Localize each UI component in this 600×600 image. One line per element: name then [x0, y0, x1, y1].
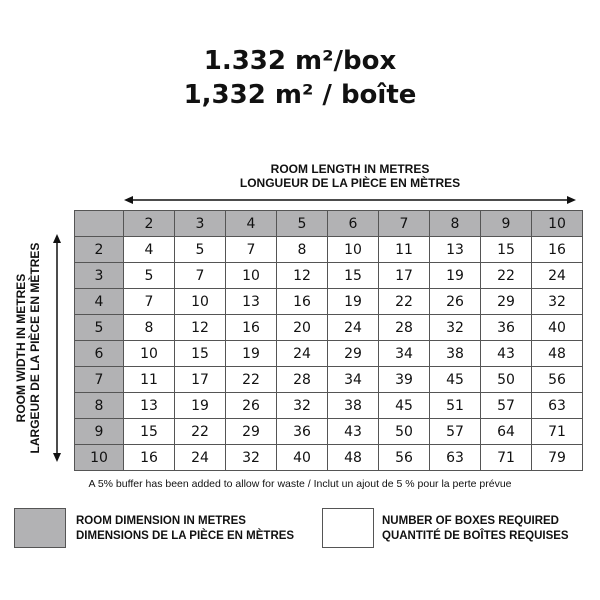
- box-count-cell: 15: [328, 263, 379, 289]
- column-header-length: 10: [532, 211, 583, 237]
- box-count-cell: 12: [175, 315, 226, 341]
- box-count-cell: 43: [328, 419, 379, 445]
- legend-dimension: [76, 514, 294, 544]
- legend-boxes: [382, 514, 569, 544]
- box-count-cell: 38: [328, 393, 379, 419]
- box-count-cell: 28: [277, 367, 328, 393]
- length-arrow-icon: [124, 195, 576, 205]
- row-header-width: 6: [75, 341, 124, 367]
- waste-buffer-note: A 5% buffer has been added to allow for waste / Inclut un ajout de 5 % pour la perte prévue: [88, 478, 512, 490]
- box-count-cell: 7: [226, 237, 277, 263]
- box-count-cell: 29: [328, 341, 379, 367]
- box-count-cell: 10: [124, 341, 175, 367]
- box-count-cell: 24: [328, 315, 379, 341]
- box-count-cell: 17: [379, 263, 430, 289]
- column-header-length: 7: [379, 211, 430, 237]
- box-count-cell: 40: [277, 445, 328, 471]
- row-header-width: 2: [75, 237, 124, 263]
- box-count-cell: 19: [430, 263, 481, 289]
- box-count-cell: 32: [226, 445, 277, 471]
- column-header-length: 3: [175, 211, 226, 237]
- box-count-cell: 45: [430, 367, 481, 393]
- legend-boxes-fr: QUANTITÉ DE BOÎTES REQUISES: [382, 530, 569, 542]
- box-count-cell: 56: [379, 445, 430, 471]
- box-count-cell: 5: [175, 237, 226, 263]
- box-count-cell: 36: [277, 419, 328, 445]
- table-row: [75, 341, 583, 367]
- box-count-cell: 56: [532, 367, 583, 393]
- box-count-cell: 63: [430, 445, 481, 471]
- box-count-cell: 15: [124, 419, 175, 445]
- column-header-length: 4: [226, 211, 277, 237]
- box-count-cell: 22: [481, 263, 532, 289]
- room-length-label: [124, 162, 576, 190]
- box-count-cell: 51: [430, 393, 481, 419]
- table-row: [75, 419, 583, 445]
- box-count-cell: 39: [379, 367, 430, 393]
- box-count-cell: 13: [430, 237, 481, 263]
- box-quantity-table: [74, 210, 583, 471]
- room-length-label-fr: LONGUEUR DE LA PIÈCE EN MÈTRES: [239, 176, 461, 190]
- box-count-cell: 15: [175, 341, 226, 367]
- title-metric-en: 1.332 m²/box: [203, 46, 397, 76]
- column-header-length: 6: [328, 211, 379, 237]
- box-count-cell: 5: [124, 263, 175, 289]
- row-header-width: 5: [75, 315, 124, 341]
- room-length-label-en: ROOM LENGTH IN METRES: [270, 162, 430, 176]
- box-count-cell: 17: [175, 367, 226, 393]
- box-count-cell: 8: [124, 315, 175, 341]
- row-header-width: 8: [75, 393, 124, 419]
- box-count-cell: 26: [226, 393, 277, 419]
- column-header-length: 9: [481, 211, 532, 237]
- box-count-cell: 71: [532, 419, 583, 445]
- box-count-cell: 24: [175, 445, 226, 471]
- box-count-cell: 40: [532, 315, 583, 341]
- room-width-label-fr: LARGEUR DE LA PIÈCE EN MÈTRES: [28, 242, 42, 454]
- box-count-cell: 34: [379, 341, 430, 367]
- legend-boxes-en: NUMBER OF BOXES REQUIRED: [382, 515, 559, 527]
- box-count-cell: 57: [430, 419, 481, 445]
- box-count-cell: 43: [481, 341, 532, 367]
- box-count-cell: 29: [226, 419, 277, 445]
- box-count-cell: 71: [481, 445, 532, 471]
- legend-dimension-en: ROOM DIMENSION IN METRES: [76, 515, 246, 527]
- box-count-cell: 57: [481, 393, 532, 419]
- row-header-width: 4: [75, 289, 124, 315]
- box-count-cell: 64: [481, 419, 532, 445]
- box-count-cell: 28: [379, 315, 430, 341]
- column-header-length: 5: [277, 211, 328, 237]
- box-count-cell: 12: [277, 263, 328, 289]
- table-row: [75, 263, 583, 289]
- box-count-cell: 7: [124, 289, 175, 315]
- row-header-width: 3: [75, 263, 124, 289]
- box-count-cell: 15: [481, 237, 532, 263]
- box-count-cell: 22: [175, 419, 226, 445]
- table-corner-cell: [75, 211, 124, 237]
- box-count-cell: 16: [532, 237, 583, 263]
- table-row: [75, 393, 583, 419]
- box-count-cell: 7: [175, 263, 226, 289]
- table-row: [75, 367, 583, 393]
- box-count-cell: 19: [175, 393, 226, 419]
- box-count-cell: 16: [226, 315, 277, 341]
- box-count-cell: 16: [277, 289, 328, 315]
- box-count-cell: 50: [481, 367, 532, 393]
- box-count-cell: 32: [277, 393, 328, 419]
- box-count-cell: 50: [379, 419, 430, 445]
- box-count-cell: 79: [532, 445, 583, 471]
- box-count-cell: 13: [124, 393, 175, 419]
- box-count-cell: 38: [430, 341, 481, 367]
- width-arrow-icon: [50, 234, 64, 462]
- table-row: [75, 315, 583, 341]
- box-count-cell: 19: [226, 341, 277, 367]
- box-count-cell: 16: [124, 445, 175, 471]
- legend-dimension-fr: DIMENSIONS DE LA PIÈCE EN MÈTRES: [76, 530, 295, 542]
- box-count-cell: 10: [328, 237, 379, 263]
- box-count-cell: 48: [328, 445, 379, 471]
- box-count-cell: 26: [430, 289, 481, 315]
- box-count-cell: 34: [328, 367, 379, 393]
- table-row: [75, 289, 583, 315]
- column-header-length: 8: [430, 211, 481, 237]
- room-width-label: [8, 234, 48, 462]
- box-count-cell: 32: [532, 289, 583, 315]
- box-count-cell: 32: [430, 315, 481, 341]
- box-count-cell: 11: [124, 367, 175, 393]
- box-count-cell: 45: [379, 393, 430, 419]
- table-row: [75, 445, 583, 471]
- box-count-cell: 13: [226, 289, 277, 315]
- box-count-cell: 29: [481, 289, 532, 315]
- legend-swatch-dimension: [14, 508, 66, 548]
- box-count-cell: 20: [277, 315, 328, 341]
- column-header-length: 2: [124, 211, 175, 237]
- table-row: [75, 237, 583, 263]
- table-header-row: [75, 211, 583, 237]
- row-header-width: 9: [75, 419, 124, 445]
- title-metric-fr: 1,332 m² / boîte: [183, 80, 417, 110]
- row-header-width: 10: [75, 445, 124, 471]
- box-count-cell: 24: [532, 263, 583, 289]
- legend-swatch-boxes: [322, 508, 374, 548]
- box-count-cell: 4: [124, 237, 175, 263]
- box-count-cell: 19: [328, 289, 379, 315]
- box-count-cell: 10: [175, 289, 226, 315]
- box-count-cell: 48: [532, 341, 583, 367]
- box-count-cell: 63: [532, 393, 583, 419]
- box-count-cell: 36: [481, 315, 532, 341]
- box-count-cell: 8: [277, 237, 328, 263]
- row-header-width: 7: [75, 367, 124, 393]
- box-count-cell: 11: [379, 237, 430, 263]
- box-count-cell: 22: [379, 289, 430, 315]
- room-width-label-en: ROOM WIDTH IN METRES: [14, 273, 28, 423]
- box-count-cell: 24: [277, 341, 328, 367]
- box-count-cell: 22: [226, 367, 277, 393]
- box-count-cell: 10: [226, 263, 277, 289]
